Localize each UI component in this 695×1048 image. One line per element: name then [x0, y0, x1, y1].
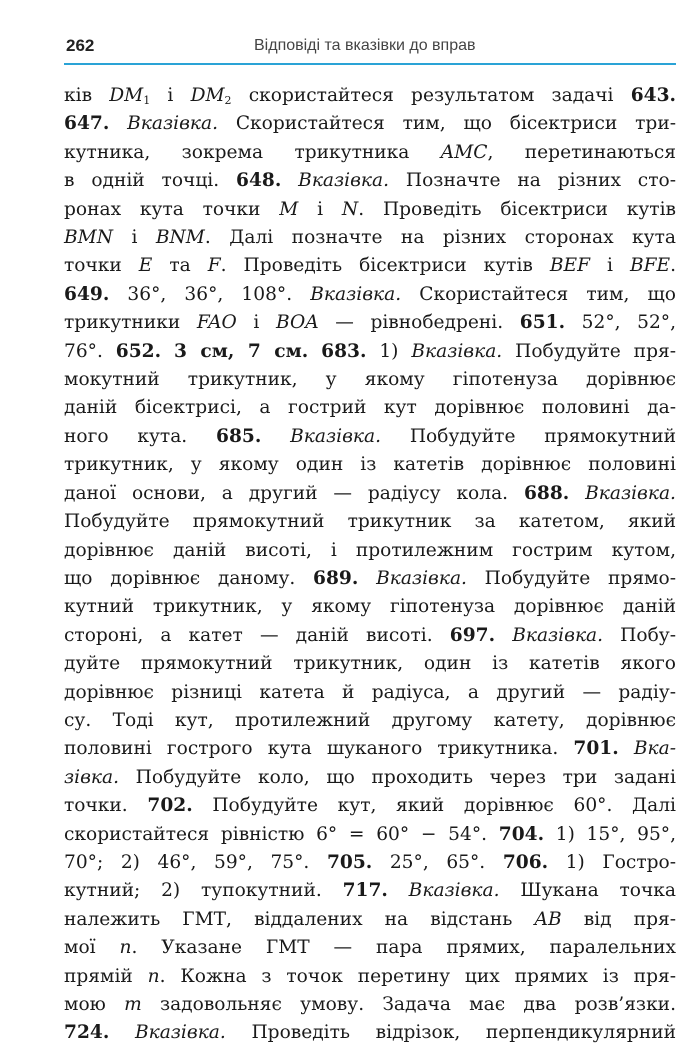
text-line: 647. Вказівка. Скористайтеся тим, що бісектриси три-: [64, 113, 676, 135]
text-line: дорівнює різниці катета й радіуса, а другий — радіу-: [64, 681, 676, 703]
text-line: стороні, а катет — даній висоті. 697. Вказівка. Побу-: [64, 624, 677, 646]
text-line: зівка. Побудуйте коло, що проходить через три задані: [64, 766, 676, 788]
text-line: що дорівнює даному. 689. Вказівка. Побудуйте прямо-: [64, 567, 676, 589]
text-line: скористайтеся рівністю 6° = 60° − 54°. 704. 1) 15°, 95°,: [64, 823, 676, 845]
text-line: в одній точці. 648. Вказівка. Позначте на різних сто-: [64, 170, 676, 192]
text-line: дуйте прямокутний трикутник, один із катетів якого: [64, 653, 676, 675]
text-line: точки E та F. Проведіть бісектриси кутів BEF і BFE.: [64, 255, 676, 277]
text-line: су. Тоді кут, протилежний другому катету, дорівнює: [64, 709, 676, 731]
text-line: даній бісектрисі, а гострий кут дорівнює половині да-: [64, 397, 676, 419]
text-line: BMN і BNM. Далі позначте на різних сторонах кута: [64, 227, 676, 249]
text-line: 724. Вказівка. Проведіть відрізок, перпендикулярний: [64, 1022, 676, 1044]
text-line: ків $DM_1$ і $DM_2$ скористайтеся результатом задачі 643.: [64, 85, 676, 107]
text-line: половині гострого кута шуканого трикутника. 701. Вка-: [64, 738, 676, 760]
text-line: Побудуйте прямокутний трикутник за катетом, який: [64, 511, 676, 533]
text-line: точки. 702. Побудуйте кут, який дорівнює 60°. Далі: [64, 795, 676, 817]
running-title: Відповіді та вказівки до вправ: [254, 37, 476, 54]
text-line: мою m задовольняє умову. Задача має два розв’язки.: [64, 994, 676, 1015]
text-line: 76°. 652. 3 см, 7 см. 683. 1) Вказівка. Побудуйте пря-: [64, 340, 676, 362]
answers-text: [64, 82, 676, 1048]
header-rule: [64, 63, 676, 65]
text-line: 70°; 2) 46°, 59°, 75°. 705. 25°, 65°. 706. 1) Гостро-: [64, 851, 676, 873]
text-line: прямій n. Кожна з точок перетину цих прямих із пря-: [64, 965, 676, 987]
text-line: кутний трикутник, у якому гіпотенуза дорівнює даній: [64, 596, 676, 618]
text-line: ронах кута точки M і N. Проведіть бісектриси кутів: [64, 198, 677, 220]
text-line: кутника, зокрема трикутника AMC, перетинаються: [64, 141, 676, 163]
page-header: [64, 36, 676, 62]
text-line: кутний; 2) тупокутний. 717. Вказівка. Шукана точка: [64, 880, 676, 902]
text-line: даної основи, а другий — радіусу кола. 688. Вказівка.: [64, 482, 676, 504]
text-line: трикутники FAO і BOA — рівнобедрені. 651. 52°, 52°,: [64, 312, 676, 334]
text-line: мої n. Указане ГМТ — пара прямих, паралельних: [64, 937, 676, 959]
text-line: мокутний трикутник, у якому гіпотенуза дорівнює: [64, 369, 676, 391]
text-line: трикутник, у якому один із катетів дорівнює половині: [64, 454, 676, 476]
page-number: 262: [66, 36, 95, 55]
text-line: належить ГМТ, віддалених на відстань AB від пря-: [64, 908, 676, 930]
text-line: дорівнює даній висоті, і протилежним гострим кутом,: [64, 539, 676, 561]
text-line: 649. 36°, 36°, 108°. Вказівка. Скористайтеся тим, що: [64, 283, 676, 305]
text-line: ного кута. 685. Вказівка. Побудуйте прямокутний: [64, 425, 676, 447]
